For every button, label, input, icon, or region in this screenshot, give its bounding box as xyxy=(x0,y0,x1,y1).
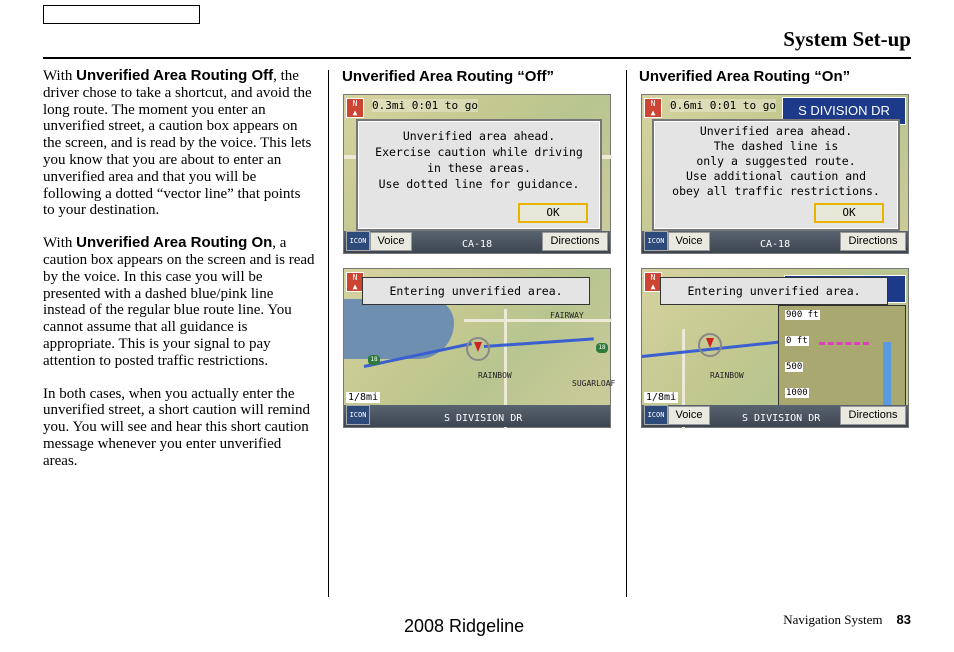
icon-button[interactable]: ICON xyxy=(346,231,370,251)
icon-button[interactable]: ICON xyxy=(644,231,668,251)
screen-on-dialog xyxy=(641,94,909,254)
caution-banner: Entering unverified area. xyxy=(362,277,590,305)
term-on: Unverified Area Routing On xyxy=(76,234,273,252)
distance-readout: 0.6mi 0:01 to go xyxy=(670,99,776,112)
caution-dialog xyxy=(356,119,602,231)
paragraph-on: With Unverified Area Routing On, a caution box appears on the screen and is read by the voice. In this case you will be presented with a dashed blue/pink line instead of the regular blue route line. You cannot assume that all guidance is appropriate. This is your signal to pay attention to posted traffic restrictions. xyxy=(43,234,315,369)
screen-off-dialog xyxy=(343,94,611,254)
voice-button[interactable]: Voice xyxy=(668,232,710,251)
zoom-label-1000: 1000 xyxy=(786,388,808,398)
road-label: CA-18 xyxy=(462,239,493,250)
left-column xyxy=(43,68,315,486)
bottom-bar xyxy=(344,405,610,427)
caution-message: Unverified area ahead. The dashed line is only a suggested route. Use additional caution and obey all traffic restrictions. xyxy=(672,124,880,198)
directions-button[interactable]: Directions xyxy=(542,232,608,251)
bottom-bar xyxy=(642,405,908,427)
caution-banner: Entering unverified area. xyxy=(660,277,888,305)
street-name: S DIVISION DR xyxy=(444,413,523,424)
heading-off: Unverified Area Routing “Off” xyxy=(342,68,554,85)
header-rule xyxy=(43,57,911,59)
north-arrow-icon: N ▲ xyxy=(346,98,364,118)
zoom-detail-panel xyxy=(778,305,906,409)
highway-shield-icon: 18 xyxy=(596,343,608,353)
footer-section xyxy=(783,612,911,628)
route-segment xyxy=(883,342,891,406)
ok-button[interactable]: OK xyxy=(814,203,884,223)
street-label-sugarloaf: SUGARLOAF xyxy=(572,379,616,388)
caution-message: Unverified area ahead. Exercise caution while driving in these areas. Use dotted line for guidance. xyxy=(375,129,583,191)
bottom-bar xyxy=(344,231,610,253)
vehicle-position-icon xyxy=(698,333,722,357)
ok-button[interactable]: OK xyxy=(518,203,588,223)
screen-on-map xyxy=(641,268,909,428)
highway-shield-icon: 18 xyxy=(368,355,380,365)
street-banner: S DIVISION DR xyxy=(782,97,906,125)
icon-button[interactable]: ICON xyxy=(644,405,668,425)
zoom-label-500: 500 xyxy=(786,362,803,372)
footer-section-label: Navigation System xyxy=(783,612,883,627)
voice-button[interactable]: Voice xyxy=(668,406,710,425)
vehicle-position-icon xyxy=(466,337,490,361)
north-arrow-icon: N ▲ xyxy=(346,272,364,292)
term-off: Unverified Area Routing Off xyxy=(76,67,274,84)
north-arrow-icon: N ▲ xyxy=(644,98,662,118)
paragraph-both: In both cases, when you actually enter the unverified street, a short caution will remind you. You will see and hear this short caution message whenever you enter unverified areas. xyxy=(43,385,311,469)
map-scale[interactable]: 1/8mi xyxy=(348,392,379,403)
column-divider-2 xyxy=(626,70,627,597)
distance-readout: 0.3mi 0:01 to go xyxy=(372,99,478,112)
header-tab-box xyxy=(43,5,200,24)
directions-button[interactable]: Directions xyxy=(840,406,906,425)
road-label: CA-18 xyxy=(760,239,791,250)
page-number: 83 xyxy=(896,612,911,627)
directions-button[interactable]: Directions xyxy=(840,232,906,251)
map-scale[interactable]: 1/8mi xyxy=(646,392,677,403)
zoom-label-top: 900 ft xyxy=(786,310,819,320)
street-label-fairway: FAIRWAY xyxy=(550,311,584,320)
caution-dialog xyxy=(652,119,900,231)
footer-model: 2008 Ridgeline xyxy=(404,616,525,636)
map-road xyxy=(464,319,612,322)
dashed-route-line xyxy=(819,342,869,345)
screen-off-map xyxy=(343,268,616,428)
heading-on: Unverified Area Routing “On” xyxy=(639,68,851,85)
street-label-rainbow: RAINBOW xyxy=(478,371,512,380)
voice-button[interactable]: Voice xyxy=(370,232,412,251)
icon-button[interactable]: ICON xyxy=(346,405,370,425)
page-title: System Set-up xyxy=(783,27,911,51)
street-label-rainbow: RAINBOW xyxy=(710,371,744,380)
north-arrow-icon: N ▲ xyxy=(644,272,662,292)
street-name: S DIVISION DR xyxy=(742,413,821,424)
column-divider-1 xyxy=(328,70,329,597)
paragraph-off: With Unverified Area Routing Off, the driver chose to take a shortcut, and avoid the long route. The moment you enter an unverified street, a caution box appears on the screen, and is read by the voice. This lets you know that you are about to enter an unverified area and that you will be following a dotted “vector line” that points to your destination. xyxy=(43,67,312,219)
zoom-label-0: 0 ft xyxy=(786,336,808,346)
bottom-bar xyxy=(642,231,908,253)
